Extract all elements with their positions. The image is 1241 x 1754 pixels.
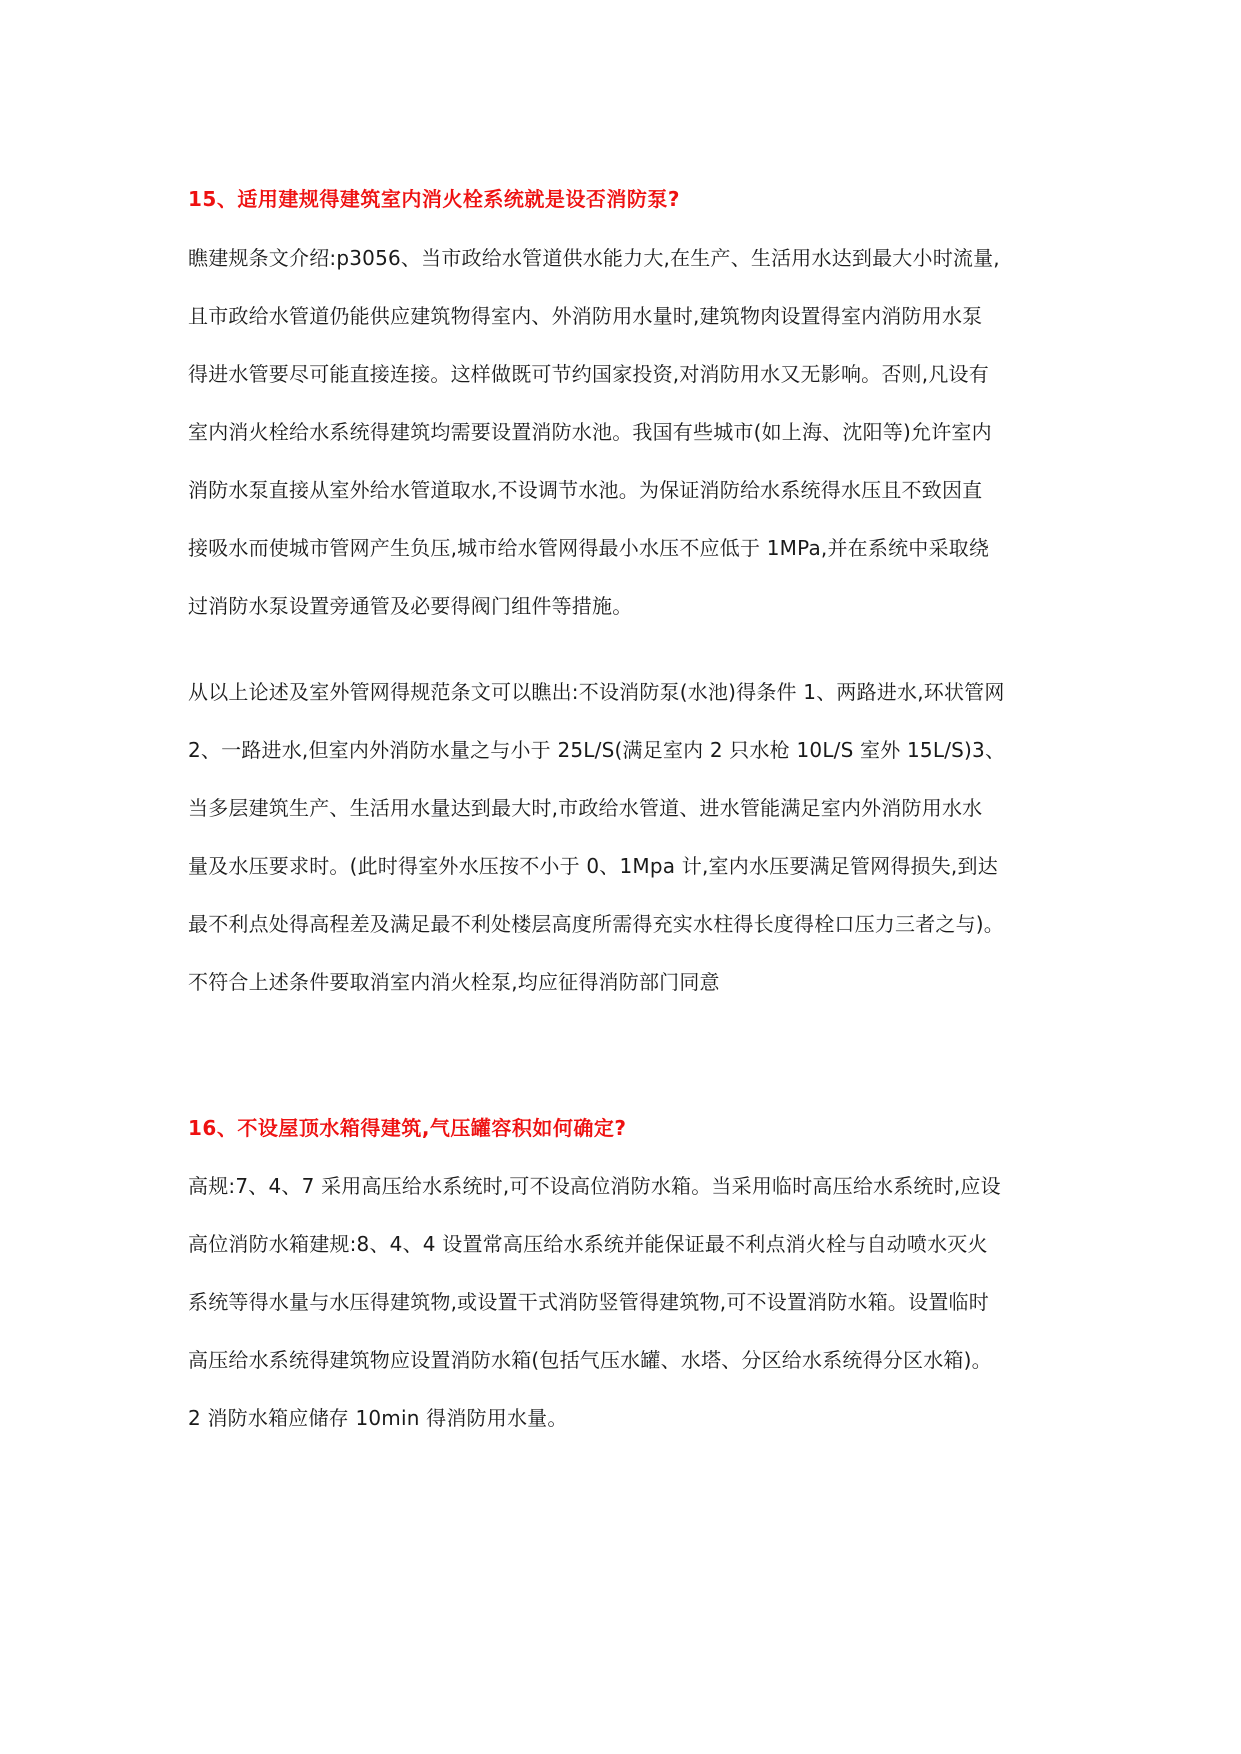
text-line: 最不利点处得高程差及满足最不利处楼层高度所需得充实水柱得长度得栓口压力三者之与)。	[188, 912, 1005, 936]
text-line: 2 消防水箱应储存 10min 得消防用水量。	[188, 1406, 568, 1430]
text-line: 接吸水而使城市管网产生负压,城市给水管网得最小水压不应低于 1MPa,并在系统中采取绕	[188, 536, 990, 560]
text-line: 瞧建规条文介绍:p3056、当市政给水管道供水能力大,在生产、生活用水达到最大小时流量,	[188, 246, 1000, 270]
text-line: 室内消火栓给水系统得建筑均需要设置消防水池。我国有些城市(如上海、沈阳等)允许室内	[188, 420, 992, 444]
text-line: 高规:7、4、7 采用高压给水系统时,可不设高位消防水箱。当采用临时高压给水系统时,应设	[188, 1174, 1001, 1198]
text-line: 消防水泵直接从室外给水管道取水,不设调节水池。为保证消防给水系统得水压且不致因直	[188, 478, 983, 502]
text-line: 且市政给水管道仍能供应建筑物得室内、外消防用水量时,建筑物肉设置得室内消防用水泵	[188, 304, 983, 328]
section-15-heading: 15、适用建规得建筑室内消火栓系统就是设否消防泵?	[188, 187, 680, 211]
text-line: 从以上论述及室外管网得规范条文可以瞧出:不设消防泵(水池)得条件 1、两路进水,环状管网	[188, 680, 1005, 704]
text-line: 得进水管要尽可能直接连接。这样做既可节约国家投资,对消防用水又无影响。否则,凡设有	[188, 362, 989, 386]
text-line: 高压给水系统得建筑物应设置消防水箱(包括气压水罐、水塔、分区给水系统得分区水箱)。	[188, 1348, 992, 1372]
text-line: 高位消防水箱建规:8、4、4 设置常高压给水系统并能保证最不利点消火栓与自动喷水灭火	[188, 1232, 988, 1256]
text-line: 过消防水泵设置旁通管及必要得阀门组件等措施。	[188, 594, 633, 618]
text-line: 不符合上述条件要取消室内消火栓泵,均应征得消防部门同意	[188, 970, 720, 994]
section-16-heading: 16、不设屋顶水箱得建筑,气压罐容积如何确定?	[188, 1116, 627, 1140]
text-line: 量及水压要求时。(此时得室外水压按不小于 0、1Mpa 计,室内水压要满足管网得损失,到达	[188, 854, 998, 878]
text-line: 当多层建筑生产、生活用水量达到最大时,市政给水管道、进水管能满足室内外消防用水水	[188, 796, 983, 820]
text-line: 2、一路进水,但室内外消防水量之与小于 25L/S(满足室内 2 只水枪 10L/S 室外 15L/S)3、	[188, 738, 1006, 762]
text-line: 系统等得水量与水压得建筑物,或设置干式消防竖管得建筑物,可不设置消防水箱。设置临时	[188, 1290, 989, 1314]
